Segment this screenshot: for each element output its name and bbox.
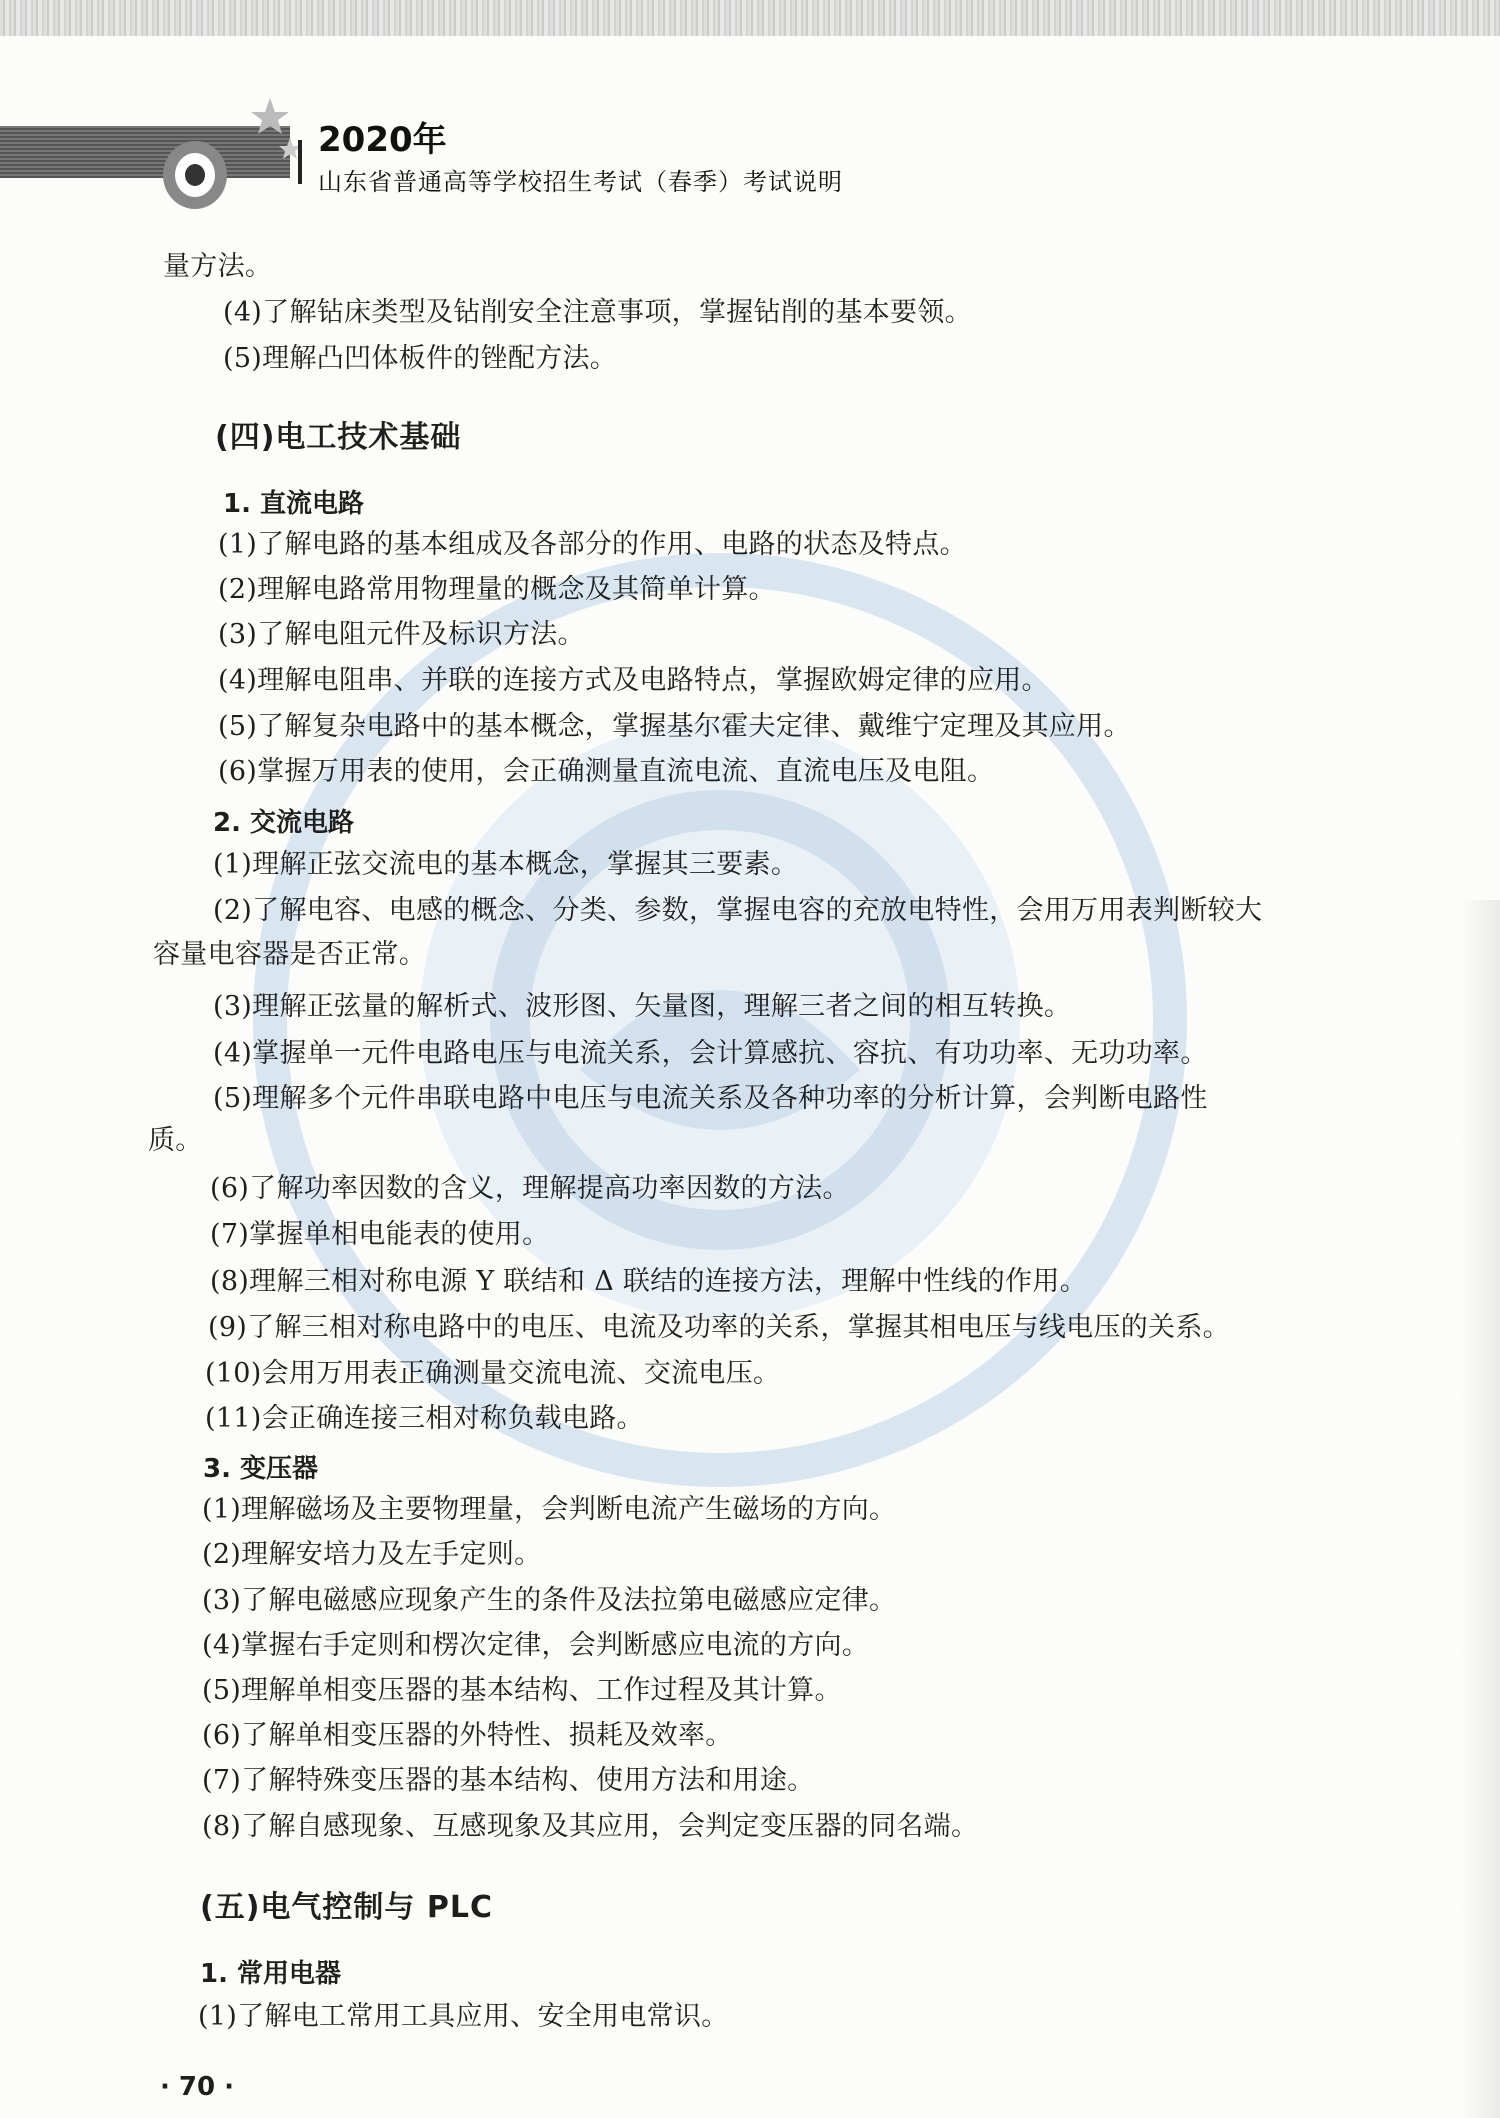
text-line: (8)理解三相对称电源 Y 联结和 Δ 联结的连接方法，理解中性线的作用。 <box>210 1266 1087 1297</box>
page-edge-shadow <box>1460 900 1500 2118</box>
text-line: (7)掌握单相电能表的使用。 <box>210 1219 550 1250</box>
header-title: 山东省普通高等学校招生考试（春季）考试说明 <box>318 168 843 196</box>
page-number: · 70 · <box>160 2072 235 2102</box>
text-line: (1)了解电路的基本组成及各部分的作用、电路的状态及特点。 <box>218 529 967 560</box>
text-line: (8)了解自感现象、互感现象及其应用，会判定变压器的同名端。 <box>202 1811 979 1842</box>
text-line: (6)了解功率因数的含义，理解提高功率因数的方法。 <box>210 1173 850 1204</box>
text-line: (4)掌握单一元件电路电压与电流关系，会计算感抗、容抗、有功功率、无功功率。 <box>213 1038 1208 1069</box>
text-line: (5)理解单相变压器的基本结构、工作过程及其计算。 <box>202 1675 842 1706</box>
text-line: (3)理解正弦量的解析式、波形图、矢量图，理解三者之间的相互转换。 <box>213 991 1072 1022</box>
section-heading: (四)电工技术基础 <box>215 420 462 455</box>
text-line: (1)理解磁场及主要物理量，会判断电流产生磁场的方向。 <box>202 1494 897 1525</box>
text-line: (5)理解多个元件串联电路中电压与电流关系及各种功率的分析计算，会判断电路性 <box>213 1083 1208 1114</box>
text-line: (6)了解单相变压器的外特性、损耗及效率。 <box>202 1720 733 1751</box>
text-line: (7)了解特殊变压器的基本结构、使用方法和用途。 <box>202 1765 815 1796</box>
text-line: (2)了解电容、电感的概念、分类、参数，掌握电容的充放电特性，会用万用表判断较大 <box>213 895 1263 926</box>
text-line: (5)了解复杂电路中的基本概念，掌握基尔霍夫定律、戴维宁定理及其应用。 <box>218 711 1131 742</box>
text-line: (10)会用万用表正确测量交流电流、交流电压。 <box>205 1358 781 1389</box>
text-line: (5)理解凸凹体板件的锉配方法。 <box>223 343 618 374</box>
text-line: (1)了解电工常用工具应用、安全用电常识。 <box>198 2001 729 2032</box>
text-line: (4)理解电阻串、并联的连接方式及电路特点，掌握欧姆定律的应用。 <box>218 665 1049 696</box>
scan-noise-strip <box>0 0 1500 36</box>
subsection-heading: 2. 交流电路 <box>213 808 355 838</box>
subsection-heading: 1. 常用电器 <box>200 1959 342 1989</box>
text-line: 量方法。 <box>163 251 273 282</box>
header-target-star-icon <box>150 80 310 210</box>
text-line: (4)了解钻床类型及钻削安全注意事项，掌握钻削的基本要领。 <box>223 297 972 328</box>
text-line: 容量电容器是否正常。 <box>153 939 426 970</box>
text-line: (2)理解安培力及左手定则。 <box>202 1539 542 1570</box>
header-divider <box>298 140 302 184</box>
section-heading: (五)电气控制与 PLC <box>200 1890 493 1925</box>
text-line: 质。 <box>148 1125 203 1156</box>
text-line: (2)理解电路常用物理量的概念及其简单计算。 <box>218 574 776 605</box>
subsection-heading: 1. 直流电路 <box>223 489 365 519</box>
text-line: (1)理解正弦交流电的基本概念，掌握其三要素。 <box>213 849 799 880</box>
text-line: (11)会正确连接三相对称负载电路。 <box>205 1403 644 1434</box>
text-line: (3)了解电阻元件及标识方法。 <box>218 619 585 650</box>
text-line: (4)掌握右手定则和楞次定律，会判断感应电流的方向。 <box>202 1630 870 1661</box>
text-line: (6)掌握万用表的使用，会正确测量直流电流、直流电压及电阻。 <box>218 756 995 787</box>
header-year: 2020年 <box>318 120 447 160</box>
text-line: (3)了解电磁感应现象产生的条件及法拉第电磁感应定律。 <box>202 1585 897 1616</box>
subsection-heading: 3. 变压器 <box>203 1454 319 1484</box>
text-line: (9)了解三相对称电路中的电压、电流及功率的关系，掌握其相电压与线电压的关系。 <box>208 1312 1230 1343</box>
